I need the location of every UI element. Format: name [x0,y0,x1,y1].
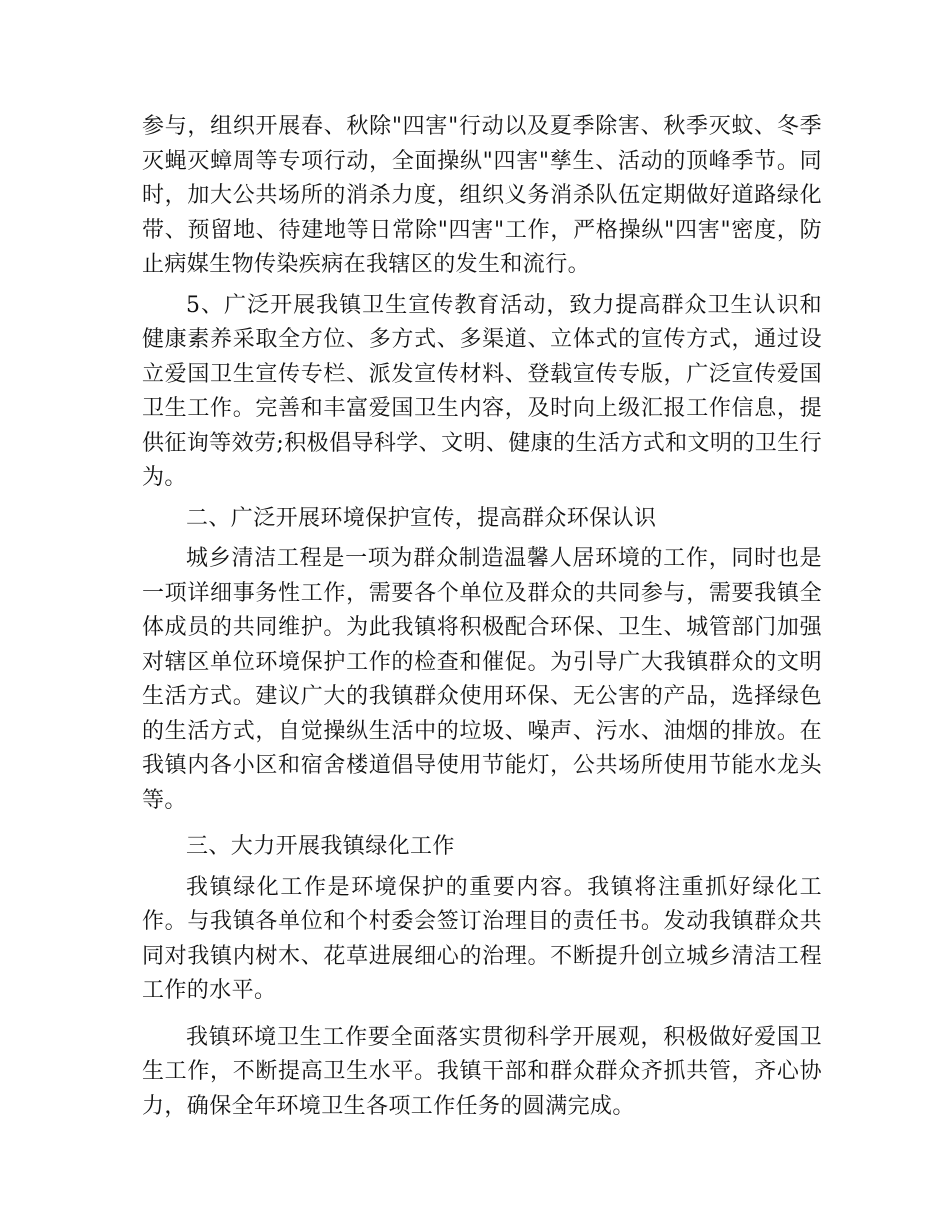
section-heading-3: 三、大力开展我镇绿化工作 [186,834,455,859]
paragraph-conclusion: 我镇环境卫生工作要全面落实贯彻科学开展观，积极做好爱国卫生工作，不断提高卫生水平。我镇干部和群众群众齐抓共管，齐心协力，确保全年环境卫生各项工作任务的圆满完成。 [142,1024,822,1119]
paragraph-section-3-body: 我镇绿化工作是环境保护的重要内容。我镇将注重抓好绿化工作。与我镇各单位和个村委会签订治理目的责任书。发动我镇群众共同对我镇内树木、花草进展细心的治理。不断提升创立城乡清洁工程工作的水平。 [142,874,822,1003]
section-heading-2: 二、广泛开展环境保护宣传，提高群众环保认识 [186,505,657,531]
paragraph-item-5: 5、广泛开展我镇卫生宣传教育活动，致力提高群众卫生认识和健康素养采取全方位、多方式、多渠道、立体式的宣传方式，通过设立爱国卫生宣传专栏、派发宣传材料、登载宣传专版，广泛宣传爱国卫生工作。完善和丰富爱国卫生内容，及时向上级汇报工作信息，提供征询等效劳;积极倡导科学、文明、健康的生活方式和文明的卫生行为。 [142,292,822,490]
paragraph-continuation: 参与，组织开展春、秋除"四害"行动以及夏季除害、秋季灭蚊、冬季灭蝇灭蟑周等专项行动，全面操纵"四害"孳生、活动的顶峰季节。同时，加大公共场所的消杀力度，组织义务消杀队伍定期做好道路绿化带、预留地、待建地等日常除"四害"工作，严格操纵"四害"密度，防止病媒生物传染疾病在我辖区的发生和流行。 [142,114,822,277]
document-body [142,110,822,1130]
paragraph-section-2-body: 城乡清洁工程是一项为群众制造温馨人居环境的工作，同时也是一项详细事务性工作，需要各个单位及群众的共同参与，需要我镇全体成员的共同维护。为此我镇将积极配合环保、卫生、城管部门加强对辖区单位环境保护工作的检查和催促。为引导广大我镇群众的文明生活方式。建议广大的我镇群众使用环保、无公害的产品，选择绿色的生活方式，自觉操纵生活中的垃圾、噪声、污水、油烟的排放。在我镇内各小区和宿舍楼道倡导使用节能灯，公共场所使用节能水龙头等。 [142,546,822,813]
